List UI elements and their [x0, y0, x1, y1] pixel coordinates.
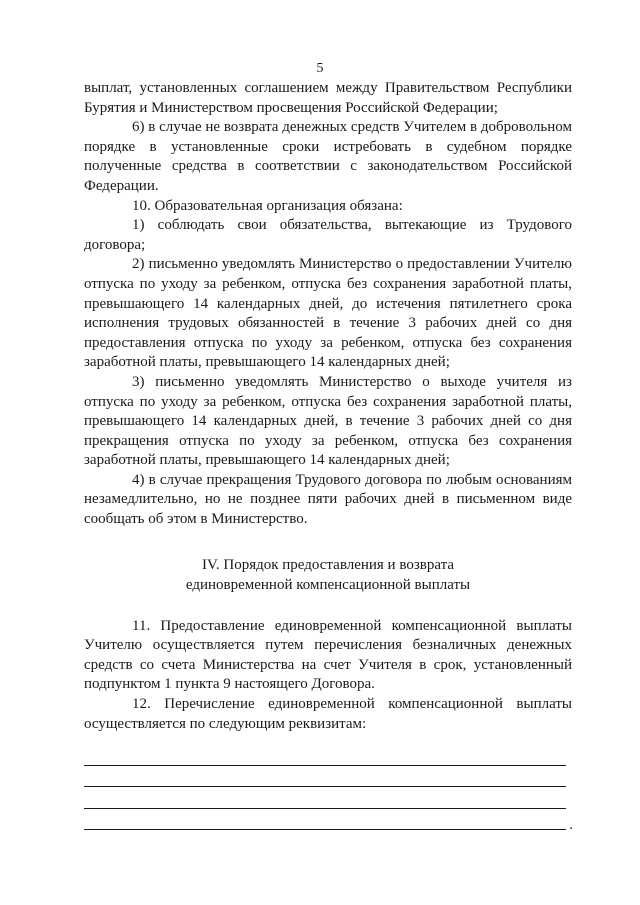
paragraph-clause-10: 10. Образовательная организация обязана: — [132, 197, 403, 214]
fill-line — [84, 766, 566, 788]
paragraph-item-4: 4) в случае прекращения Трудового договора по любым основаниям незамедлительно, но не позднее пяти рабочих дней в письменном виде сообщать об этом в Министерство. — [84, 471, 572, 528]
fill-line-period: . — [569, 817, 573, 833]
document-body — [84, 79, 572, 734]
paragraph-clause-11: 11. Предоставление единовременной компенсационной выплаты Учителю осуществляется путем перечисления безналичных денежных средств со счета Министерства на счет Учителя в срок, установленный подпунктом 1 пункта 9 настоящего Договора. — [84, 617, 572, 693]
requisites-fill-lines — [84, 744, 573, 833]
fill-line — [84, 809, 573, 833]
paragraph-item-2: 2) письменно уведомлять Министерство о предоставлении Учителю отпуска по уходу за ребенком, отпуска без сохранения заработной платы, превышающего 14 календарных дней, до истечения пятилетнего срока исполнения трудовых обязанностей в течение 3 рабочих дней со дня предоставления отпуска по уходу за ребенком, отпуска без сохранения заработной платы, превышающего 14 календарных дней; — [84, 256, 572, 371]
section-heading-line-1: IV. Порядок предоставления и возврата — [201, 556, 454, 573]
section-heading-line-2: единовременной компенсационной выплаты — [185, 576, 471, 593]
paragraph-continuation: выплат, установленных соглашением между Правительством Республики Бурятия и Министерством просвещения Российской Федерации; — [84, 80, 572, 116]
fill-line — [84, 787, 566, 809]
paragraph-item-3: 3) письменно уведомлять Министерство о выходе учителя из отпуска по уходу за ребенком, отпуска без сохранения заработной платы, превышающего 14 календарных дней, в течение 3 рабочих дней со дня прекращения отпуска по уходу за ребенком, отпуска без сохранения заработной платы, превышающего 14 календарных дней; — [84, 373, 572, 469]
page-number: 5 — [316, 61, 324, 76]
paragraph-clause-12: 12. Перечисление единовременной компенсационной выплаты осуществляется по следующим реквизитам: — [84, 696, 572, 732]
fill-line — [84, 744, 566, 766]
paragraph-item-1: 1) соблюдать свои обязательства, вытекающие из Трудового договора; — [84, 217, 572, 253]
paragraph-item-6: 6) в случае не возврата денежных средств Учителем в добровольном порядке в установленные сроки истребовать в судебном порядке полученные средства в соответствии с законодательством Российской Федерации. — [84, 119, 572, 194]
